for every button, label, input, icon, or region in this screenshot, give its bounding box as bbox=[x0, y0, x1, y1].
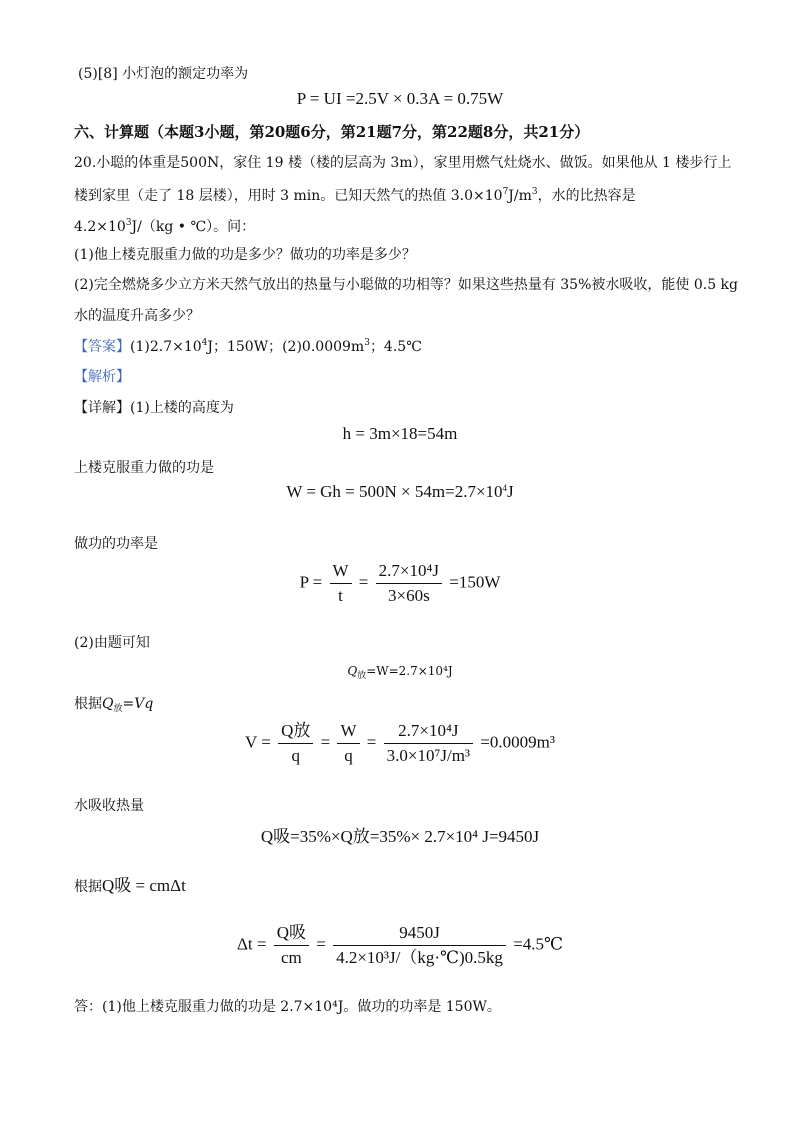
work-label: 上楼克服重力做的功是 bbox=[74, 460, 214, 476]
water-absorb-label: 水吸收热量 bbox=[74, 798, 144, 814]
fraction-w-over-q: $\frac{W}{q}$ bbox=[337, 720, 359, 767]
detail-intro: 【详解】(1)上楼的高度为 bbox=[74, 400, 234, 416]
conclusion: 答：(1)他上楼克服重力做的功是 2.7×10⁴J。做功的功率是 150W。 bbox=[74, 999, 501, 1015]
fraction-work-over-time: $\frac{\text{2.7×10⁴J}}{3\times 60s}$ bbox=[376, 560, 442, 607]
by-formula-line: 根据$Q_放=Vq$ bbox=[74, 696, 154, 714]
section-heading: 六、计算题（本题3小题，第20题6分，第21题7分，第22题8分，共21分） bbox=[74, 123, 590, 141]
question-stem-line-1: 20.小聪的体重是500N，家住 19 楼（楼的层高为 3m），家里用燃气灶烧水、做饭。如果他从 1 楼步行上 bbox=[74, 155, 732, 171]
detail-tag: 【详解】 bbox=[74, 400, 130, 416]
power-equation: P = UI =2.5V × 0.3A = 0.75W bbox=[296, 89, 504, 108]
fraction-w-over-t: $\frac{W}{t}$ bbox=[330, 560, 352, 607]
answer-tag: 【答案】 bbox=[74, 339, 130, 355]
fraction-heat-values: $\frac{9450J}{\text{4.2×10³J/（kg·℃)0.5kg}}$ bbox=[333, 922, 506, 969]
q-release-equation: $Q_放=W=2.7\times 10^4J$ bbox=[347, 664, 453, 681]
by-formula-2: 根据Q吸 = cmΔt bbox=[74, 876, 186, 895]
fraction-q-over-cm: $\frac{\text{Q吸}}{cm}$ bbox=[274, 922, 309, 969]
fraction-values: $\frac{\text{2.7×10⁴J}}{\text{3.0×10⁷J/m³}}$ bbox=[384, 720, 473, 767]
sub-question-1: (1)他上楼克服重力做的功是多少？做功的功率是多少？ bbox=[74, 247, 416, 263]
question-stem-line-3: $4.2\times 10^3J/(kg$ • ℃）。问： bbox=[74, 218, 256, 235]
fraction-q-over-q: $\frac{\text{Q放}}{q}$ bbox=[278, 720, 313, 767]
volume-equation: V = $\frac{\text{Q放}}{q}$ = $\frac{W}{q}$ = $\frac{\text{2.7×10⁴J}}{\text{3.0×10⁷J/m³}}$ =0.0009m³ bbox=[245, 721, 555, 765]
sub-question-2-line-2: 水的温度升高多少？ bbox=[74, 308, 200, 324]
step-5-label: (5)[8] 小灯泡的额定功率为 bbox=[78, 66, 249, 82]
part2-intro: (2)由题可知 bbox=[74, 635, 150, 651]
height-equation: h = 3m×18=54m bbox=[342, 424, 458, 443]
question-stem-line-2: 楼到家里（走了 18 层楼），用时 3 min。已知天然气的热值 $3.0\times 10^7J/m^3$，水的比热容是 bbox=[74, 187, 636, 204]
sub-question-2-line-1: (2)完全燃烧多少立方米天然气放出的热量与小聪做的功相等？如果这些热量有 35%被水吸收，能使 0.5 kg bbox=[74, 277, 739, 293]
power-label: 做功的功率是 bbox=[74, 536, 158, 552]
answer-line: 【答案】$(1)2.7\times 10^4J$；150W；$(2)0.0009m^3$；4.5℃ bbox=[74, 338, 422, 355]
power-fraction-equation: P = $\frac{W}{t}$ = $\frac{\text{2.7×10⁴J}}{3\times 60s}$ =150W bbox=[299, 561, 501, 605]
heat-absorbed-equation: Q吸=35%×Q放=35%× 2.7×10⁴ J=9450J bbox=[260, 827, 540, 846]
temperature-equation: Δt = $\frac{\text{Q吸}}{cm}$ = $\frac{9450J}{\text{4.2×10³J/（kg·℃)0.5kg}}$ =4.5℃ bbox=[236, 923, 564, 967]
analysis-tag: 【解析】 bbox=[74, 369, 130, 385]
work-equation: $W = Gh = 500N \times 54m=2.7\times 10^4J$ bbox=[286, 482, 514, 501]
